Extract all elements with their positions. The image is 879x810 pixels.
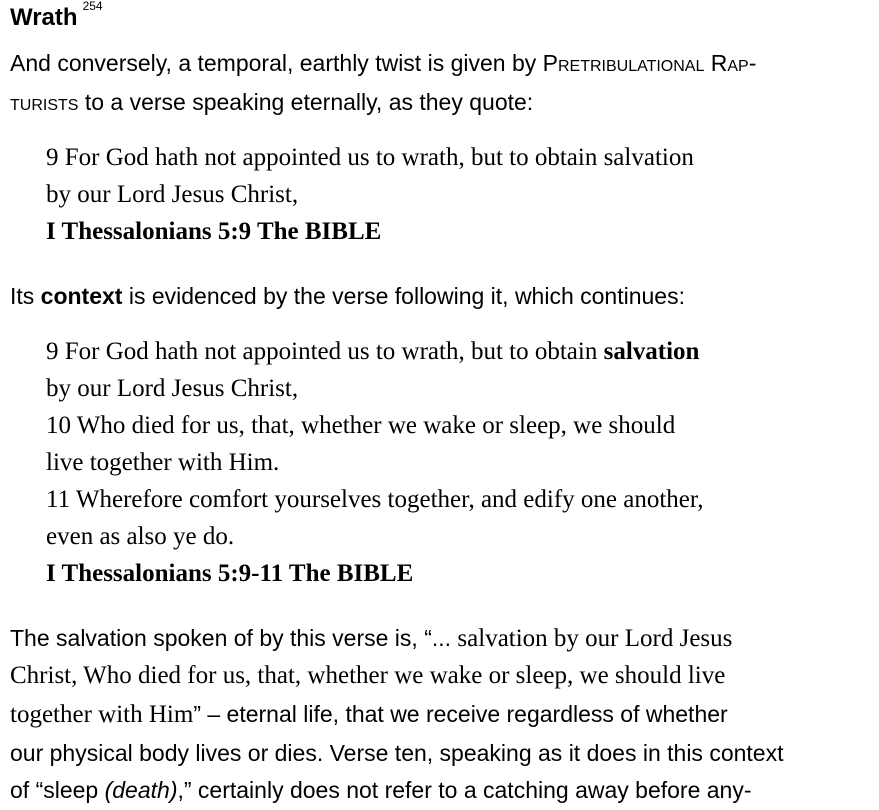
closing-text: The salvation spoken of by this verse is, “... — [10, 625, 458, 651]
quote2-line-5: 11 Wherefore comfort yourselves together, and edify one another, — [46, 486, 704, 513]
intro-line-2 — [10, 89, 533, 116]
quote1-line-1: 9 For God hath not appointed us to wrath, but to obtain salvation — [46, 144, 694, 171]
closing-text: of “sleep — [10, 777, 105, 803]
closing-line-1 — [10, 625, 732, 653]
intro-text: to a verse speaking eternally, as they quote: — [78, 89, 534, 115]
closing-italic: (death) — [104, 777, 178, 803]
quote1-reference: I Thessalonians 5:9 The BIBLE — [46, 218, 382, 245]
quote2-reference: I Thessalonians 5:9-11 The BIBLE — [46, 560, 414, 587]
closing-line-5 — [10, 777, 752, 804]
closing-line-2: Christ, Who died for us, that, whether we wake or sleep, we should live — [10, 662, 726, 689]
heading-title: Wrath — [10, 4, 78, 31]
quote2-text: 9 For God hath not appointed us to wrath, but to obtain — [46, 338, 604, 365]
section-heading — [10, 0, 103, 32]
intro-smallcaps: Pretribulational Rap- — [542, 50, 757, 76]
quote2-line-6: even as also ye do. — [46, 523, 235, 550]
footnote-marker: 254 — [82, 0, 103, 13]
quote2-bold: salvation — [603, 338, 700, 365]
context-bold: context — [40, 283, 123, 309]
closing-line-4: our physical body lives or dies. Verse ten, speaking as it does in this context — [10, 740, 784, 766]
closing-text: ” – eternal life, that we receive regardless of whether — [193, 701, 728, 727]
closing-quote-text: together with Him — [10, 701, 194, 728]
closing-line-3 — [10, 701, 728, 729]
context-text: Its — [10, 283, 41, 309]
closing-text: ,” certainly does not refer to a catching away before any- — [177, 777, 752, 803]
quote2-line-2: by our Lord Jesus Christ, — [46, 375, 299, 402]
context-paragraph — [10, 283, 685, 310]
quote1-line-2: by our Lord Jesus Christ, — [46, 181, 299, 208]
quote2-line-4: live together with Him. — [46, 449, 280, 476]
intro-line-1 — [10, 50, 756, 77]
closing-quote-text: salvation by our Lord Jesus — [457, 625, 733, 652]
intro-text: And conversely, a temporal, earthly twist is given by — [10, 50, 543, 76]
intro-smallcaps: turists — [10, 89, 79, 115]
context-text: is evidenced by the verse following it, which continues: — [122, 283, 685, 309]
quote2-line-1 — [46, 338, 699, 366]
quote2-line-3: 10 Who died for us, that, whether we wake or sleep, we should — [46, 412, 676, 439]
